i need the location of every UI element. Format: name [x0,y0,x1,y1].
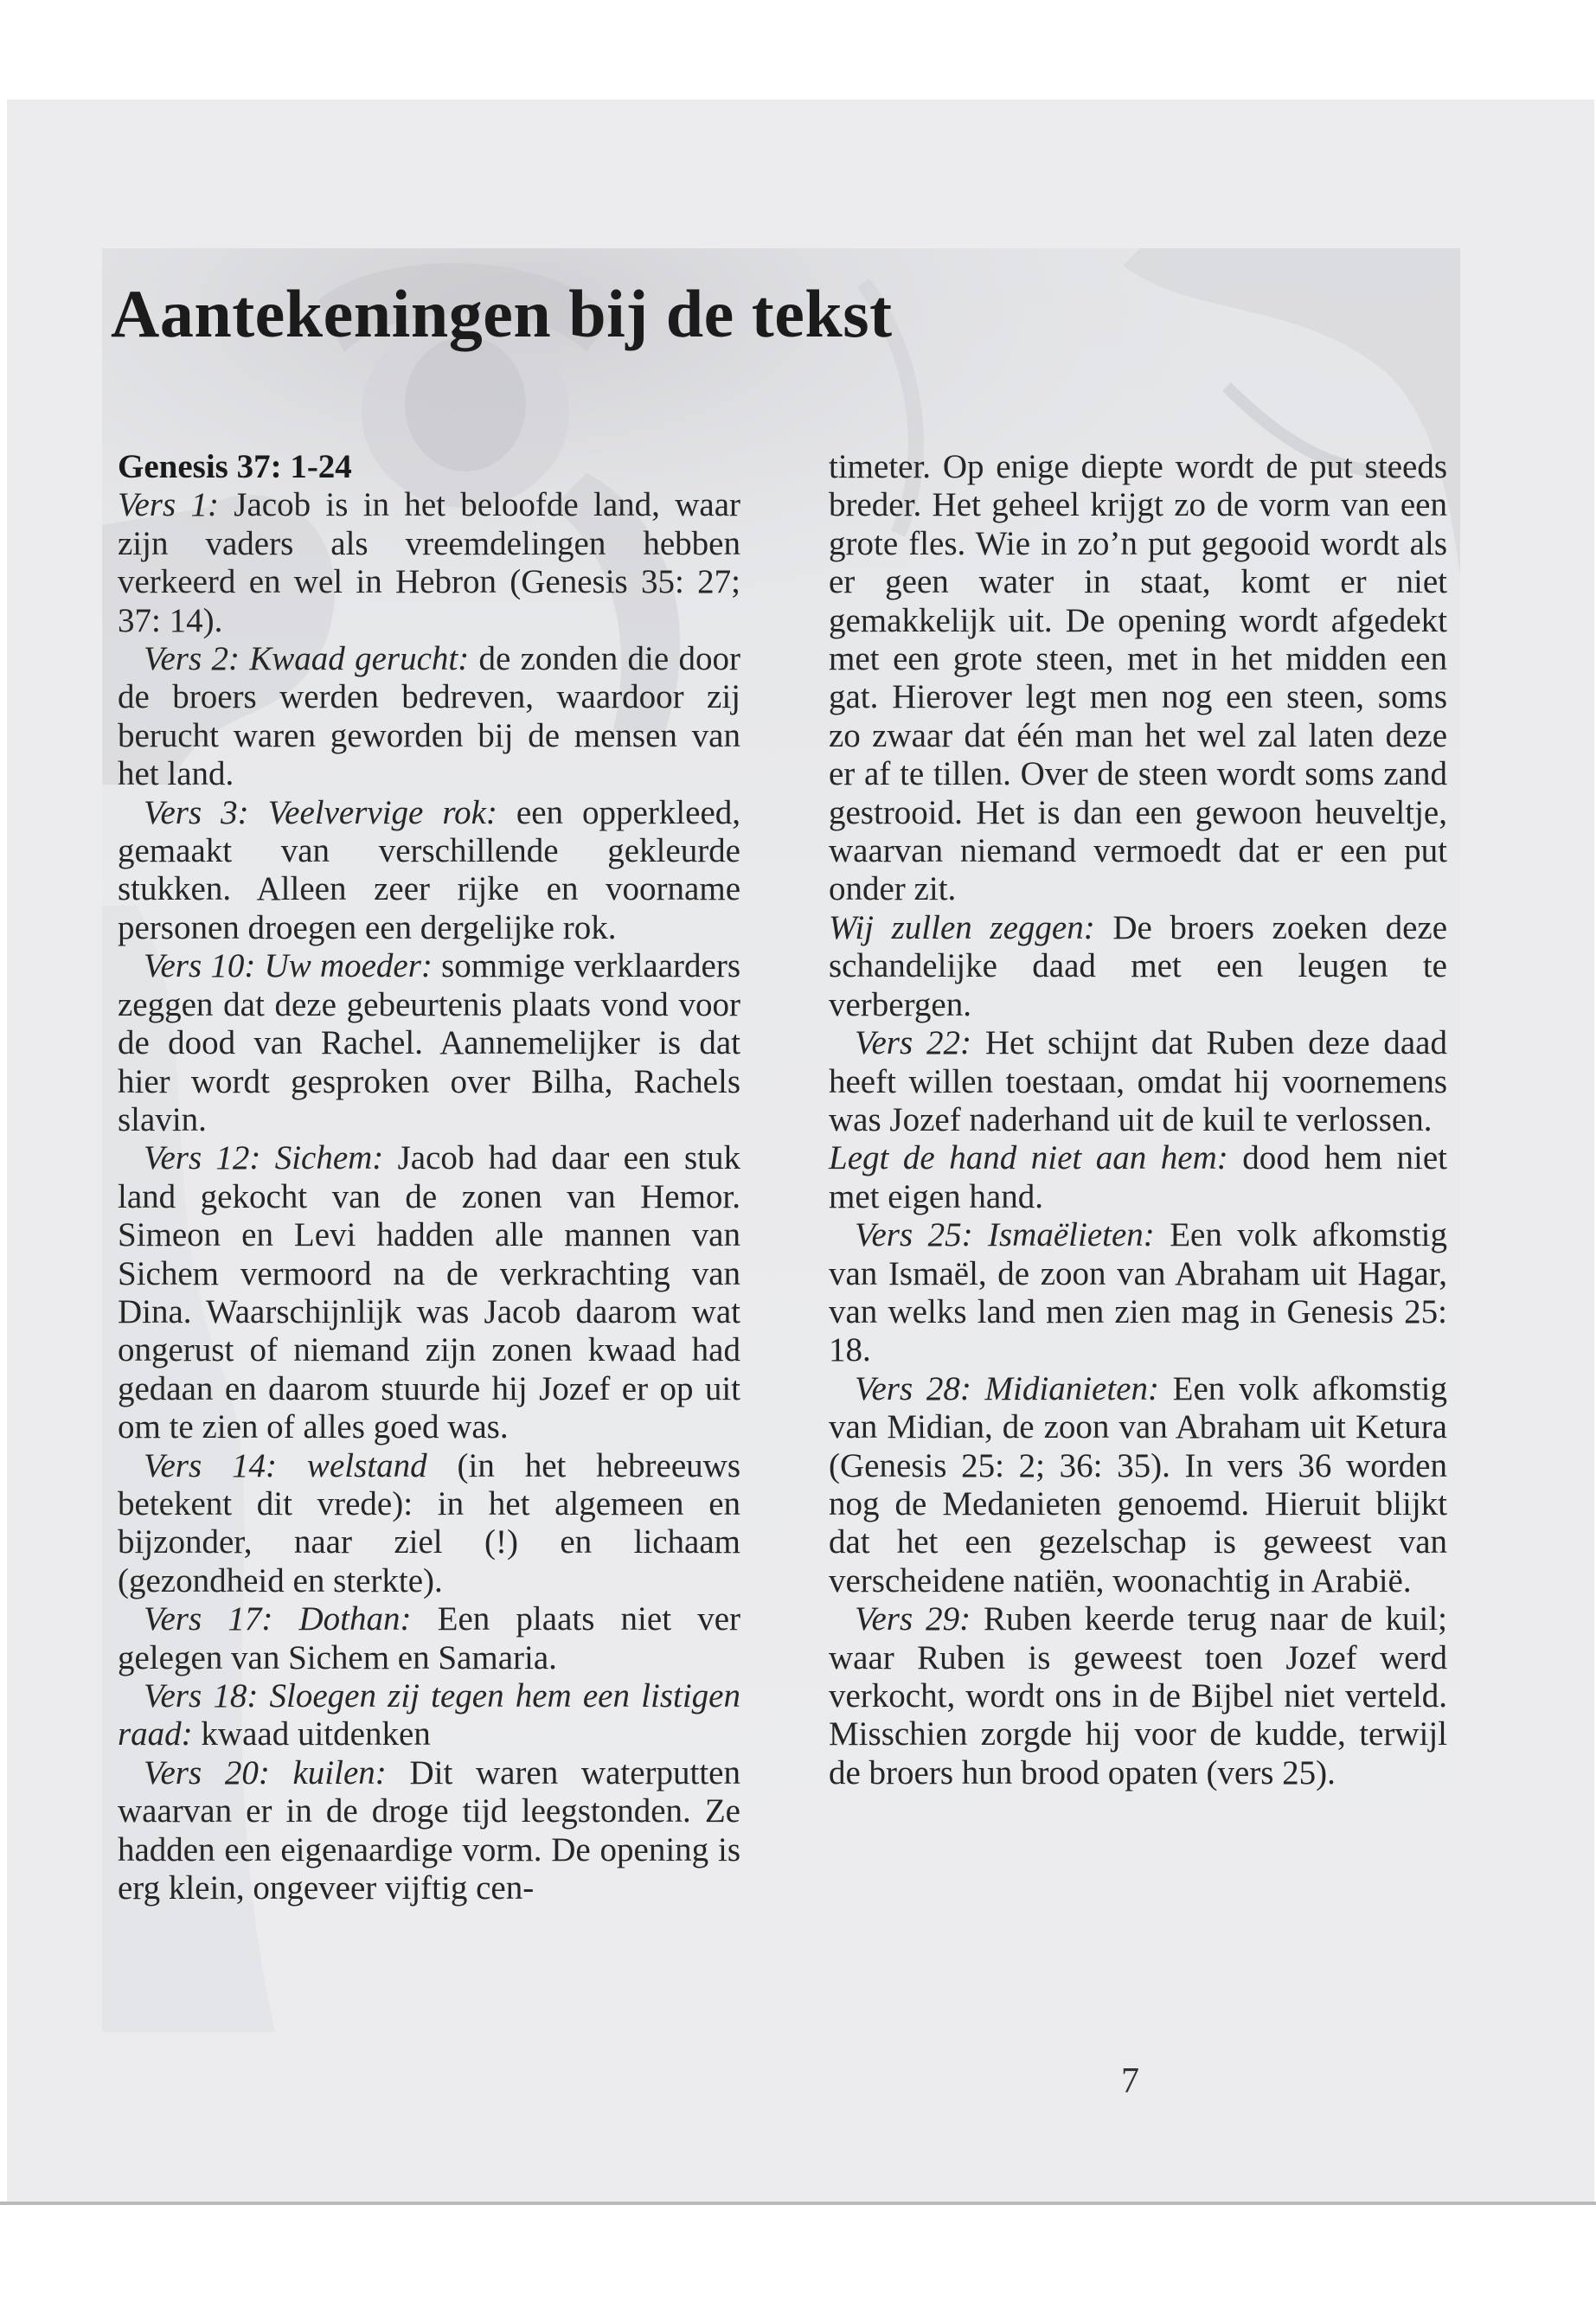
note-paragraph: timeter. Op enige diepte wordt de put steeds breder. Het geheel krijgt zo de vorm van een grote fles. Wie in zo’n put gegooid wordt als er geen water in staat, komt er niet gemakkelijk uit. De opening wordt afgedekt met een grote steen, met in het midden een gat. Hierover legt men nog een steen, soms zo zwaar dat één man het wel zal laten deze er af te tillen. Over de steen wordt soms zand gestrooid. Het is dan een gewoon heuveltje, waarvan niemand vermoedt dat er een put onder zit. [829,448,1447,908]
note-paragraph: Wij zullen zeggen: De broers zoeken deze schandelijke daad met een leugen te verbergen. [829,908,1447,1023]
right-column [829,448,1447,1792]
section-heading: Genesis 37: 1-24 [118,448,352,485]
note-paragraph: Vers 3: Veelvervige rok: een opperkleed, gemaakt van verschillende gekleurde stukken. Alleen zeer rijke en voorname personen droegen een dergelijke rok. [118,793,741,946]
note-paragraph: Vers 1: Jacob is in het beloofde land, waar zijn vaders als vreemdelingen hebben verkeerd en wel in Hebron (Genesis 35: 27; 37: 14). [118,486,741,639]
note-paragraph: Legt de hand niet aan hem: dood hem niet met eigen hand. [829,1139,1447,1215]
note-paragraph: Vers 12: Sichem: Jacob had daar een stuk land gekocht van de zonen van Hemor. Simeon en Levi hadden alle mannen van Sichem vermoord na de verkrachting van Dina. Waarschijnlijk was Jacob daarom wat ongerust of niemand zijn zonen kwaad had gedaan en daarom stuurde hij Jozef er op uit om te zien of alles goed was. [118,1139,740,1446]
page-number: 7 [1121,2061,1139,2101]
note-paragraph: Vers 29: Ruben keerde terug naar de kuil; waar Ruben is geweest toen Jozef werd verkocht, wordt ons in de Bijbel niet verteld. Misschien zorgde hij voor de kudde, terwijl de broers hun brood opaten (vers 25). [829,1600,1448,1791]
page-title: Aantekeningen bij de tekst [111,276,893,351]
note-paragraph: Vers 25: Ismaëlieten: Een volk afkomstig van Ismaël, de zoon van Abraham uit Hagar, van welks land men zien mag in Genesis 25: 18. [829,1216,1447,1369]
left-column [118,448,740,1907]
note-paragraph: Vers 20: kuilen: Dit waren waterputten waarvan er in de droge tijd leegstonden. Ze hadden een eigenaardige vorm. De opening is erg klein, ongeveer vijftig cen- [118,1753,740,1907]
note-paragraph: Vers 14: welstand (in het hebreeuws betekent dit vrede): in het algemeen en bijzonder, naar ziel (!) en lichaam (gezondheid en sterkte). [118,1446,740,1599]
note-paragraph: Vers 10: Uw moeder: sommige verklaarders zeggen dat deze gebeurtenis plaats vond voor de dood van Rachel. Aannemelijker is dat hier wordt gesproken over Bilha, Rachels slavin. [118,947,740,1138]
note-paragraph: Vers 22: Het schijnt dat Ruben deze daad heeft willen toestaan, omdat hij voornemens was Jozef naderhand uit de kuil te verlossen. [829,1024,1447,1138]
page-bottom-edge [0,2202,1596,2205]
note-paragraph: Vers 17: Dothan: Een plaats niet ver gelegen van Sichem en Samaria. [118,1600,740,1676]
note-paragraph: Vers 28: Midianieten: Een volk afkomstig van Midian, de zoon van Abraham uit Ketura (Genesis 25: 2; 36: 35). In vers 36 worden nog de Medanieten genoemd. Hieruit blijkt dat het een gezelschap is geweest van verscheidene natiën, woonachtig in Arabië. [829,1369,1448,1599]
note-paragraph: Vers 2: Kwaad gerucht: de zonden die door de broers werden bedreven, waardoor zij berucht waren geworden bij de mensen van het land. [118,640,740,793]
note-paragraph: Vers 18: Sloegen zij tegen hem een listigen raad: kwaad uitdenken [118,1677,740,1753]
